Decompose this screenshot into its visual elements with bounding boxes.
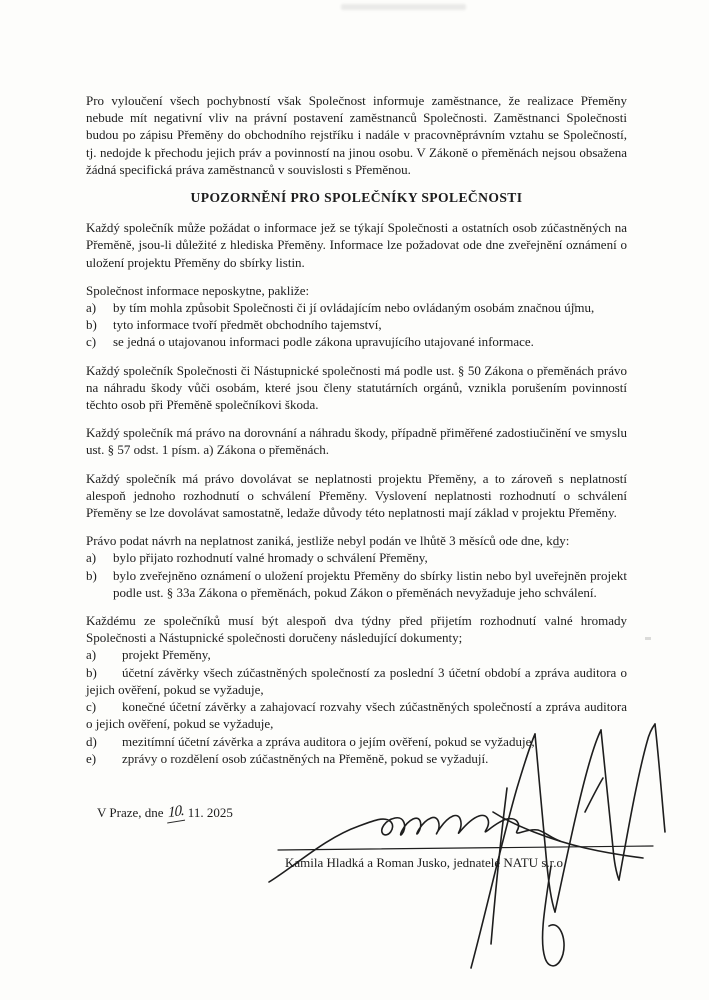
handwritten-day: 10.: [167, 802, 185, 823]
list-item-text: mezitímní účetní závěrka a zpráva auditora o jejím ověření, pokud se vyžaduje,: [122, 733, 535, 749]
section-heading: UPOZORNĚNÍ PRO SPOLEČNÍKY SPOLEČNOSTI: [190, 190, 523, 206]
list-item-letter: a): [86, 647, 97, 663]
list-item: [86, 664, 627, 698]
list-item: [86, 299, 627, 316]
list-no-info: [86, 282, 627, 351]
list-item: [86, 733, 627, 750]
date-prefix: V Praze, dne: [97, 804, 164, 820]
list-item: [86, 750, 627, 767]
scan-speck: [645, 637, 651, 640]
list-item-text: tyto informace tvoří předmět obchodního tajemství,: [113, 317, 382, 333]
list-item: [86, 549, 627, 566]
list-item-letter: c): [86, 334, 97, 350]
list-item-text: zprávy o rozdělení osob zúčastněných na Přeměně, pokud se vyžadují.: [122, 750, 489, 766]
list-item-letter: c): [86, 699, 97, 715]
list-item-text: bylo přijato rozhodnutí valné hromady o schválení Přeměny,: [113, 550, 428, 566]
list-item-text: projekt Přeměny,: [122, 647, 211, 663]
list-item-letter: d): [86, 733, 97, 749]
list-item: [86, 567, 627, 601]
signature-block: [86, 778, 627, 1000]
paragraph-compensation: Každý společník má právo na dorovnání a náhradu škody, případně přiměřené zadostiučinění ve smyslu ust. § 57 odst. 1 písm. a) Zákona o přeměnách.: [86, 425, 627, 458]
list-item-letter: b): [86, 664, 97, 680]
list-item-text: bylo zveřejněno oznámení o uložení projektu Přeměny do sbírky listin nebo byl uveřejněn projekt podle ust. § 33a Zákona o přeměnách, pokud Zákon o přeměnách nevyžaduje jeho schválení.: [113, 567, 627, 600]
list-intro: Každému ze společníků musí být alespoň dva týdny před přijetím rozhodnutí valné hromady Společnosti a Nástupnické společnosti doručeny následující dokumenty;: [86, 613, 627, 646]
list-item: [86, 698, 627, 732]
paragraph-damages: Každý společník Společnosti či Nástupnické společnosti má podle ust. § 50 Zákona o přeměnách právo na náhradu škody vůči osobám, které jsou členy statutárních orgánů, vznikla porušením povinností těchto osob při Přeměně společníkovi škoda.: [86, 362, 627, 413]
list-item-text: by tím mohla způsobit Společnosti či jí ovládajícím nebo ovládaným osobám značnou újmu,: [113, 300, 595, 316]
list-item: [86, 316, 627, 333]
list-intro: Společnost informace neposkytne, pakliže:: [86, 282, 310, 298]
list-item-letter: a): [86, 300, 97, 316]
list-item: [86, 646, 627, 663]
list-item-letter: e): [86, 750, 97, 766]
list-intro: Právo podat návrh na neplatnost zaniká, jestliže nebyl podán ve lhůtě 3 měsíců ode dne, kdy:: [86, 533, 570, 549]
signature-caption: Kamila Hladká a Roman Jusko, jednatelé NATU s.r.o.: [285, 854, 567, 870]
date-line: [97, 804, 233, 823]
paragraph-employees: Pro vyloučení všech pochybností však Společnost informuje zaměstnance, že realizace Přeměny nebude mít negativní vliv na právní postavení zaměstnanců Společnosti. Zaměstnanci Společnosti budou po zápisu Přeměny do obchodního rejstříku i nadále v pracovněprávním vztahu se Společností, tj. nedojde k přechodu jejich práv a povinností na jinou osobu. V Zákoně o přeměnách nejsou obsažena žádná specifická práva zaměstnanců v souvislosti s Přeměnou.: [86, 93, 627, 177]
list-item-letter: a): [86, 550, 97, 566]
date-rest: 11. 2025: [187, 804, 233, 820]
list-deadline: [86, 532, 627, 601]
list-documents: [86, 612, 627, 767]
paragraph-invalidity: Každý společník má právo dovolávat se neplatnosti projektu Přeměny, a to zároveň s neplatností alespoň jednoho rozhodnutí o schválení Přeměny. Vyslovení neplatnosti rozhodnutí o schválení Přeměny se lze dovolávat samostatně, ledaže důvody této neplatnosti mají základ v projektu Přeměny.: [86, 470, 627, 521]
scan-artifact-top: [341, 4, 466, 10]
list-item-letter: b): [86, 567, 97, 583]
list-item-text: účetní závěrky všech zúčastněných společností za poslední 3 účetní období a zpráva auditora o jejich ověření, pokud se vyžaduje,: [86, 664, 627, 697]
document-body: [86, 92, 627, 1000]
list-item-text: se jedná o utajovanou informaci podle zákona upravujícího utajované informace.: [113, 334, 534, 350]
list-item: [86, 333, 627, 350]
list-item-letter: b): [86, 317, 97, 333]
paragraph-info-request: Každý společník může požádat o informace jež se týkají Společnosti a ostatních osob zúčastněných na Přeměně, jsou-li důležité z hlediska Přeměny. Informace lze požadovat ode dne zveřejnění oznámení o uložení projektu Přeměny do sbírky listin.: [86, 220, 627, 270]
list-item-text: konečné účetní závěrky a zahajovací rozvahy všech zúčastněných společností a zpráva auditora o jejich ověření, pokud se vyžaduje,: [86, 699, 627, 732]
